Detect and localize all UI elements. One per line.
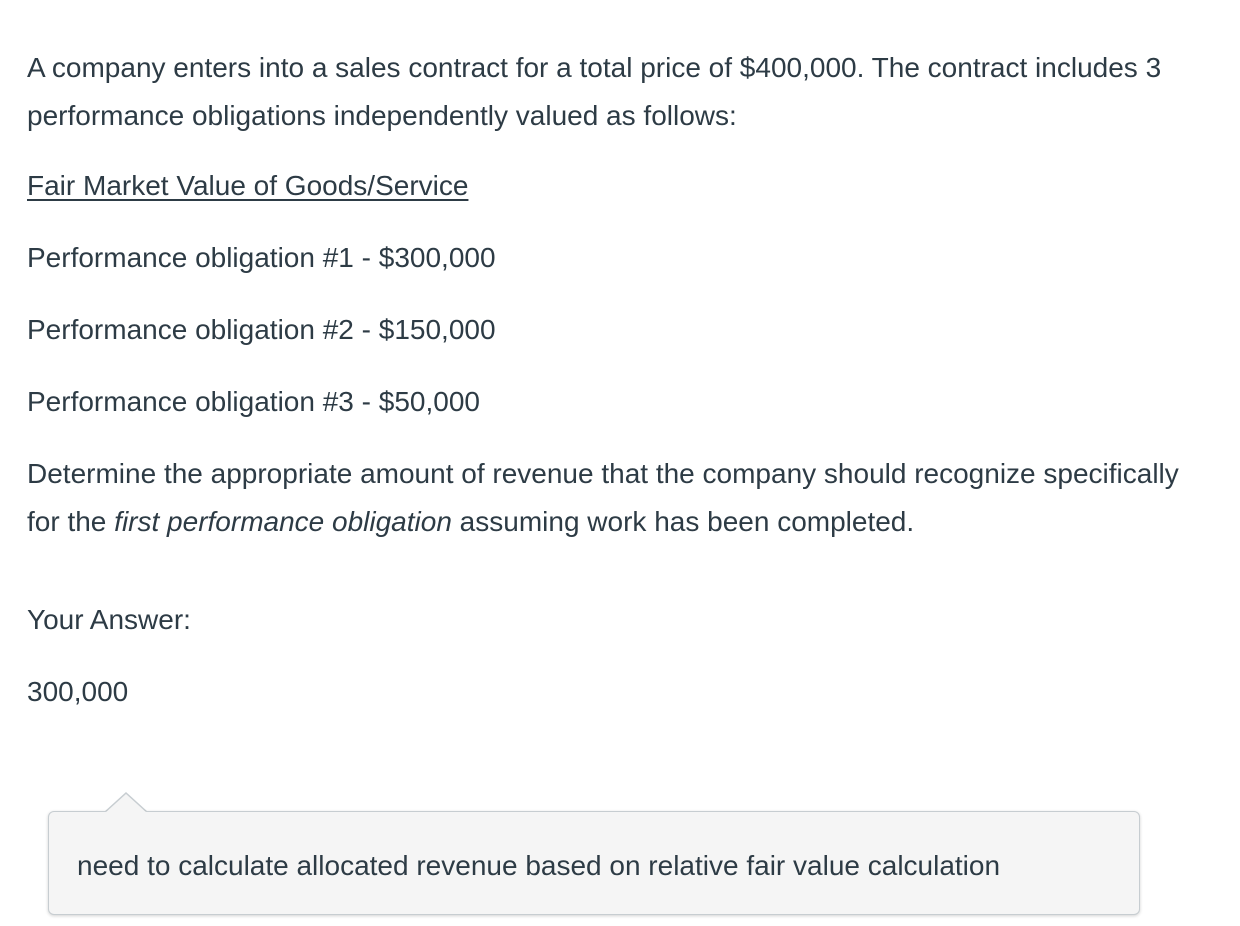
comment-bubble xyxy=(48,811,1140,915)
obligation-3: Performance obligation #3 - $50,000 xyxy=(27,386,480,417)
question-text xyxy=(27,44,1207,546)
prompt-before: Determine the appropriate amount of revenue that the company should recognize specifically for the xyxy=(27,458,1179,537)
comment-text: need to calculate allocated revenue based on relative fair value calculation xyxy=(77,850,1001,881)
answer-value: 300,000 xyxy=(27,676,129,707)
obligation-1: Performance obligation #1 - $300,000 xyxy=(27,242,496,273)
question-intro: A company enters into a sales contract for a total price of $400,000. The contract includes 3 performance obligations independently valued as follows: xyxy=(27,52,1162,131)
prompt-after: assuming work has been completed. xyxy=(451,506,915,537)
obligation-2: Performance obligation #2 - $150,000 xyxy=(27,314,496,345)
answer-label: Your Answer: xyxy=(27,604,191,635)
comment-bubble-arrow-fill xyxy=(105,794,147,813)
question-prompt xyxy=(27,450,1207,546)
fmv-heading: Fair Market Value of Goods/Service xyxy=(27,170,469,201)
prompt-emphasis: first performance obligation xyxy=(114,506,452,537)
